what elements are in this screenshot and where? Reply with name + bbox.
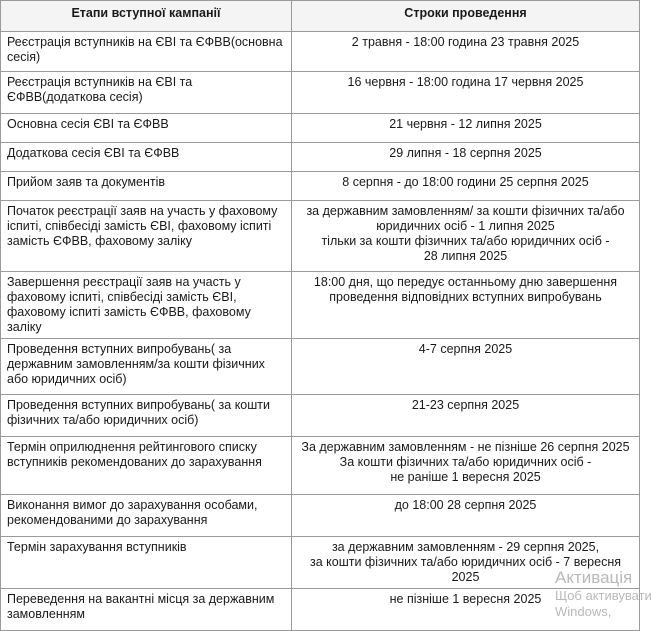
table-row: [1, 395, 640, 437]
term-line: 2 травня - 18:00 година 23 травня 2025: [351, 35, 580, 49]
table-row: [1, 495, 640, 537]
stage-cell: Завершення реєстрації заяв на участь у фаховому іспиті, співбесіді замість ЄВІ, фаховому іспиті замість ЄФВВ, фаховому заліку: [1, 272, 292, 339]
term-line: не раніше 1 вересня 2025: [390, 470, 541, 484]
table-row: [1, 32, 640, 72]
term-cell: [292, 437, 640, 495]
table-header-row: [1, 1, 640, 32]
term-cell: [292, 537, 640, 589]
term-cell: [292, 201, 640, 272]
term-line: За державним замовленням - не пізніше 26 серпня 2025: [301, 440, 630, 454]
stage-cell: Термін зарахування вступників: [1, 537, 292, 589]
table-row: [1, 172, 640, 201]
watermark-line-3: Windows,: [555, 604, 612, 619]
term-cell: [292, 72, 640, 114]
term-line: до 18:00 28 серпня 2025: [394, 498, 537, 512]
term-cell: [292, 114, 640, 143]
table-row: [1, 272, 640, 339]
column-header-stages: Етапи вступної кампанії: [1, 1, 292, 32]
table-row: [1, 537, 640, 589]
term-line: 21-23 серпня 2025: [411, 398, 520, 412]
table-row: [1, 72, 640, 114]
term-line: юридичних осіб - 1 липня 2025: [376, 219, 555, 233]
term-line: 16 червня - 18:00 година 17 червня 2025: [347, 75, 584, 89]
term-cell: [292, 172, 640, 201]
term-line: тільки за кошти фізичних та/або юридичних осіб -: [321, 234, 610, 248]
term-line: 8 серпня - до 18:00 години 25 серпня 2025: [342, 175, 589, 189]
stage-cell: Переведення на вакантні місця за державним замовленням: [1, 589, 292, 631]
stage-cell: Основна сесія ЄВІ та ЄФВВ: [1, 114, 292, 143]
watermark-line-1: Активація: [555, 568, 633, 587]
term-cell: [292, 495, 640, 537]
term-cell: [292, 395, 640, 437]
term-line: За кошти фізичних та/або юридичних осіб -: [339, 455, 592, 469]
column-header-terms: Строки проведення: [292, 1, 640, 32]
term-cell: [292, 272, 640, 339]
table-row: [1, 339, 640, 395]
watermark-line-2: Щоб активувати: [555, 588, 652, 603]
term-line: 29 липня - 18 серпня 2025: [389, 146, 542, 160]
table-row: [1, 437, 640, 495]
stage-cell: Початок реєстрації заяв на участь у фаховому іспиті, співбесіді замість ЄВІ, фаховому іспиті замість ЄФВВ, фаховому заліку: [1, 201, 292, 272]
term-line: 21 червня - 12 липня 2025: [389, 117, 542, 131]
term-cell: [292, 589, 640, 631]
stage-cell: Виконання вимог до зарахування особами, рекомендованими до зарахування: [1, 495, 292, 537]
term-line: 4-7 серпня 2025: [418, 342, 513, 356]
term-line: за державним замовленням/ за кошти фізичних та/або: [306, 204, 625, 218]
term-cell: [292, 339, 640, 395]
term-line: за державним замовленням - 29 серпня 2025,: [331, 540, 600, 554]
stage-cell: Проведення вступних випробувань( за кошти фізичних та/або юридичних осіб): [1, 395, 292, 437]
term-line: 28 липня 2025: [423, 249, 508, 263]
table-row: [1, 589, 640, 631]
stage-cell: Проведення вступних випробувань( за державним замовленням/за кошти фізичних або юридичних осіб): [1, 339, 292, 395]
term-line: проведення відповідних вступних випробувань: [329, 290, 602, 304]
term-line: за кошти фізичних та/або юридичних осіб - 7 вересня 2025: [309, 555, 622, 584]
stage-cell: Прийом заяв та документів: [1, 172, 292, 201]
term-cell: [292, 143, 640, 172]
stage-cell: Термін оприлюднення рейтингового списку вступників рекомендованих до зарахування: [1, 437, 292, 495]
stage-cell: Реєстрація вступників на ЄВІ та ЄФВВ(основна сесія): [1, 32, 292, 72]
table-row: [1, 201, 640, 272]
table-row: [1, 143, 640, 172]
term-line: 18:00 дня, що передує останньому дню завершення: [313, 275, 618, 289]
stage-cell: Реєстрація вступників на ЄВІ та ЄФВВ(додаткова сесія): [1, 72, 292, 114]
table-row: [1, 114, 640, 143]
term-line: не пізніше 1 вересня 2025: [389, 592, 542, 606]
term-cell: [292, 32, 640, 72]
stage-cell: Додаткова сесія ЄВІ та ЄФВВ: [1, 143, 292, 172]
